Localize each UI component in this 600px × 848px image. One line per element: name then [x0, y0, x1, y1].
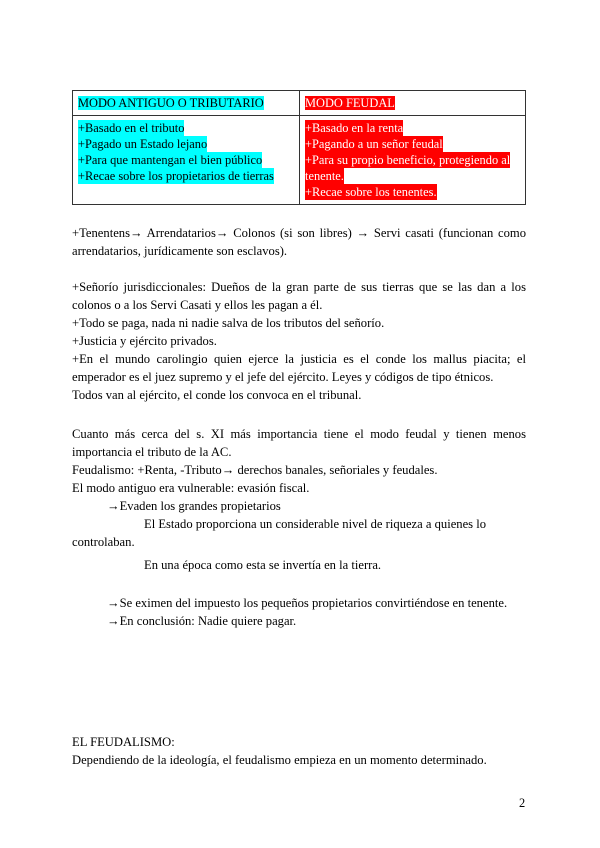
- header-cell-feudal: [300, 91, 526, 116]
- header-cell-antiguo: [73, 91, 300, 116]
- list-item: +Pagado un Estado lejano: [78, 137, 208, 151]
- comparison-table: [72, 90, 526, 205]
- list-item: tenente.: [305, 169, 344, 183]
- table-body-row: [73, 116, 526, 205]
- text-epoca: En una época como esta se invertía en la tierra.: [144, 558, 382, 572]
- list-item: +Pagando a un señor feudal: [305, 137, 443, 151]
- list-item: +Recae sobre los tenentes.: [305, 185, 437, 199]
- heading-el-feudalismo: EL FEUDALISMO:: [72, 735, 175, 749]
- header-feudal: MODO FEUDAL: [305, 96, 395, 110]
- header-antiguo: MODO ANTIGUO O TRIBUTARIO: [78, 96, 264, 110]
- table-header-row: [73, 91, 526, 116]
- list-item: +Para que mantengan el bien público: [78, 153, 263, 167]
- section-senorio: [72, 278, 526, 404]
- text-feudalismo: Feudalismo: +Renta, -Tributo→ derechos banales, señoriales y feudales.: [72, 463, 438, 477]
- cell-feudal-items: [300, 116, 526, 205]
- text-tenentes: +Tenentens→ Arrendatarios→ Colonos (si son libres) → Servi casati (funcionan como arrendatarios, jurídicamente son esclavos).: [72, 226, 526, 258]
- cell-antiguo-items: [73, 116, 300, 205]
- list-item: +Basado en el tributo: [78, 121, 185, 135]
- text-cuanto: Cuanto más cerca del s. XI más importancia tiene el modo feudal y tienen menos importancia el tributo de la AC.: [72, 427, 526, 459]
- list-item: +Para su propio beneficio, protegiendo al: [305, 153, 511, 167]
- text-vulnerable: El modo antiguo era vulnerable: evasión fiscal.: [72, 481, 310, 495]
- list-item: +Recae sobre los propietarios de tierras: [78, 169, 274, 183]
- text-estado-a: El Estado proporciona un considerable nivel de riqueza a quienes lo: [144, 517, 487, 531]
- text-dependiendo: Dependiendo de la ideología, el feudalismo empieza en un momento determinado.: [72, 753, 487, 767]
- text-estado-b: controlaban.: [72, 535, 135, 549]
- text-senorio: +Señorío jurisdiccionales: Dueños de la gran parte de sus tierras que se las dan a los colonos o a los Servi Casati y ellos les pagan a él.: [72, 280, 526, 312]
- text-eximen: →Se eximen del impuesto los pequeños propietarios convirtiéndose en tenente.: [107, 596, 508, 610]
- text-todo: +Todo se paga, nada ni nadie salva de los tributos del señorío.: [72, 316, 385, 330]
- text-carolingio: +En el mundo carolingio quien ejerce la justicia es el conde los mallus piacita; el emperador es el juez supremo y el jefe del ejército. Leyes y códigos de tipo étnicos.: [72, 352, 526, 384]
- list-item: +Basado en la renta: [305, 121, 404, 135]
- text-justicia: +Justicia y ejército privados.: [72, 334, 217, 348]
- text-evaden: →Evaden los grandes propietarios: [107, 499, 281, 513]
- paragraph-tenentes: [72, 224, 526, 260]
- text-todos: Todos van al ejército, el conde los convoca en el tribunal.: [72, 388, 362, 402]
- section-modo-feudal: [72, 425, 526, 630]
- page-number: 2: [519, 796, 526, 810]
- section-el-feudalismo: [72, 733, 526, 769]
- text-conclusion: →En conclusión: Nadie quiere pagar.: [107, 614, 297, 628]
